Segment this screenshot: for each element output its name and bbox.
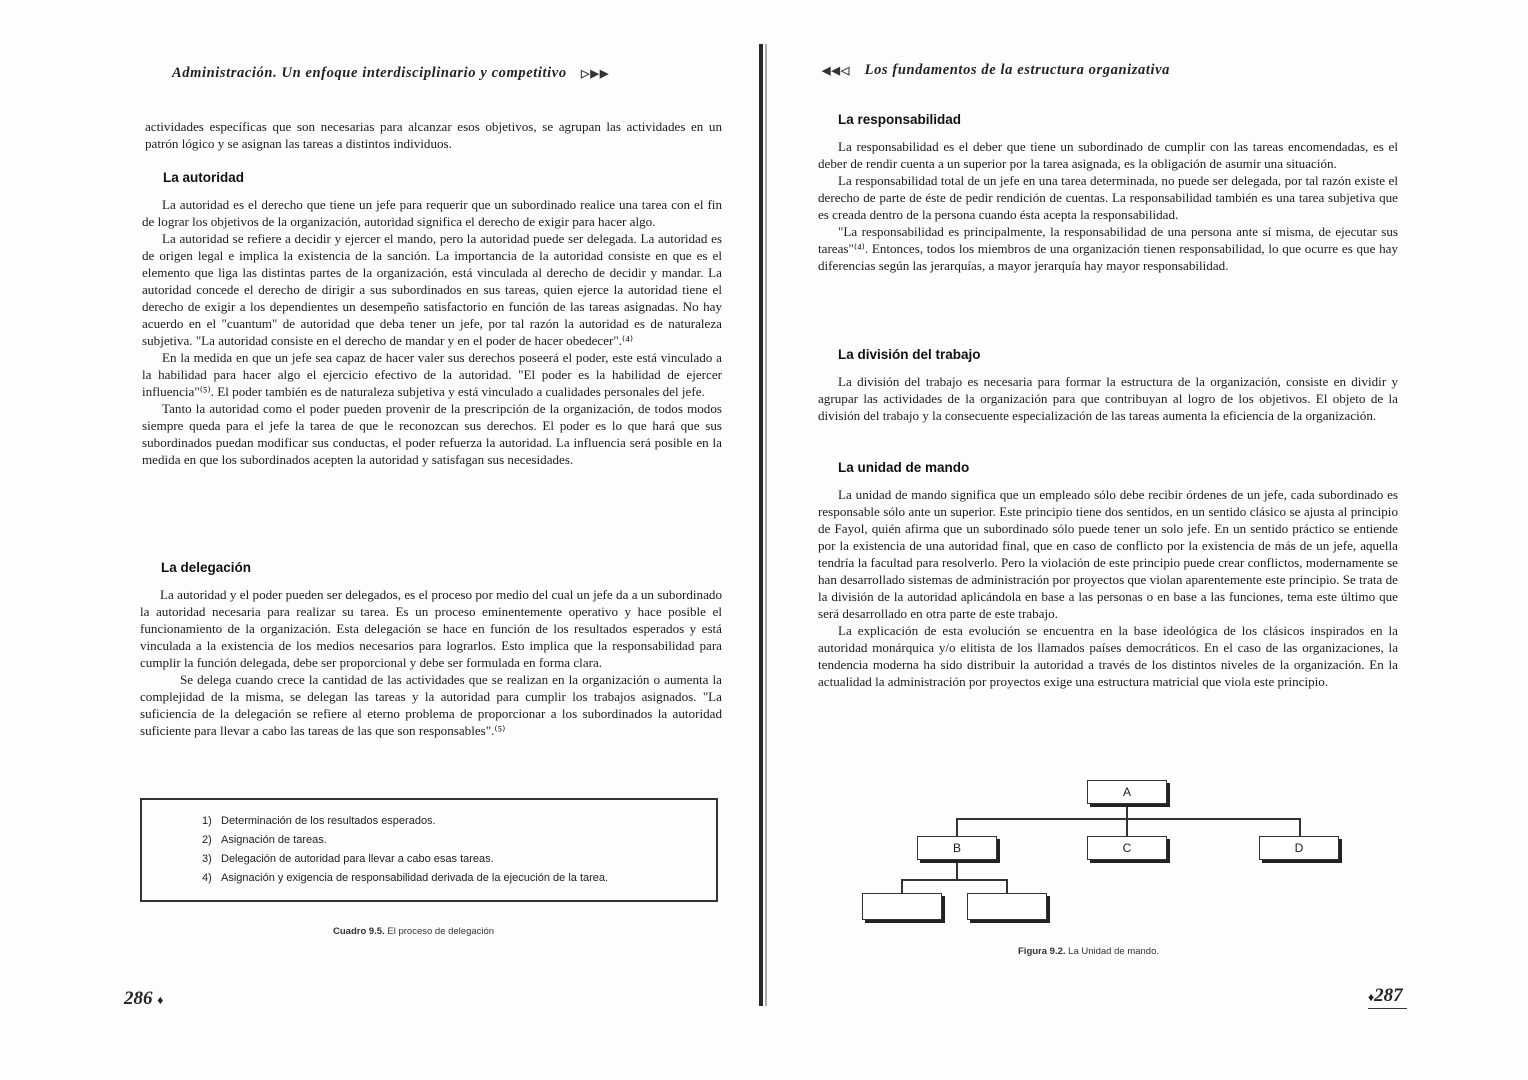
section-delegacion-body (140, 586, 722, 739)
item-text: Determinación de los resultados esperados. (221, 815, 436, 827)
paragraph: La división del trabajo es necesaria para formar la estructura de la organización, consiste en dividir y agrupar las actividades de la organización para que contribuyan al logro de los objetivos. El objeto de la división del trabajo y la consecuente especialización de las tareas aumenta la eficiencia de la organización. (818, 374, 1398, 423)
org-node-empty (862, 893, 942, 920)
section-autoridad-body (142, 196, 722, 468)
paragraph: La responsabilidad es el deber que tiene un subordinado de cumplir con las tareas encomendadas, es el deber de rendir cuenta a un superior por la tarea asignada, es la obligación de asumir una situación. (818, 139, 1398, 171)
connector-line (956, 818, 958, 836)
connector-line (901, 879, 1007, 881)
connector-line (1126, 804, 1128, 836)
list-item (202, 869, 716, 888)
paragraph: Tanto la autoridad como el poder pueden provenir de la prescripción de la organización, de todos modos siempre queda para el jefe la tarea de que le reconozcan sus derechos. El poder es lo que hará que sus subordinados puedan modificar sus conductas, el poder refuerza la autoridad. La influencia será posible en la medida en que los subordinados acepten la autoridad y satisfagan sus necesidades. (142, 401, 722, 467)
forward-arrows-icon: ▷▶▶ (580, 68, 610, 80)
connector-line (956, 818, 1300, 820)
running-head-text: Los fundamentos de la estructura organizativa (864, 62, 1170, 78)
paragraph: La autoridad y el poder pueden ser delegados, es el proceso por medio del cual un jefe da a un subordinado la autoridad necesaria para realizar su tarea. Es un proceso eminentemente operativo y hace posible el funcionamiento de la organización. Esta delegación se hace en función de los resultados esperados y está vinculada a la existencia de los medios necesarios para lograrlos. Esto implica que la responsabilidad para cumplir la función delegada, debe ser proporcional y debe ser formulada en forma clara. (140, 587, 722, 670)
running-head-right (822, 62, 1170, 79)
paragraph: La autoridad es el derecho que tiene un jefe para requerir que un subordinado realice una tarea con el fin de lograr los objetivos de la organización, autoridad significa el derecho de exigir para hacer algo. (142, 197, 722, 229)
connector-line (956, 860, 958, 880)
list-item (202, 812, 716, 831)
paragraph: Se delega cuando crece la cantidad de las actividades que se realizan en la organización o aumenta la complejidad de la misma, se delegan las tareas y la autoridad para cumplir los trabajos asignados. "La suficiencia de la delegación se refiere al eterno problema de proporcionar a los subordinados la autoridad suficiente para llevar a cabo las tareas de las que son responsables".⁽⁵⁾ (140, 672, 722, 738)
paragraph: En la medida en que un jefe sea capaz de hacer valer sus derechos poseerá el poder, este está vinculado a la habilidad para hacer algo el ejercicio efectivo de la autoridad. "El poder es la habilidad de ejercer influencia"⁽⁵⁾. El poder también es de naturaleza subjetiva y está vinculado a cualidades personales del jefe. (142, 350, 722, 399)
page-number-left: 286 ♦ (124, 988, 164, 1009)
page-number-right: ♦287 (1368, 985, 1407, 1009)
delegation-process-box (140, 798, 718, 902)
section-heading-autoridad: La autoridad (163, 170, 245, 185)
item-number: 1) (202, 815, 212, 827)
item-text: Asignación y exigencia de responsabilidad derivada de la ejecución de la tarea. (221, 872, 609, 884)
paragraph: La autoridad se refiere a decidir y ejercer el mando, pero la autoridad puede ser delegada. La autoridad es de origen legal e implica la existencia de la sanción. La importancia de la autoridad consiste en que es el elemento que liga las distintas partes de la organización, está vinculada al derecho de decidir y mandar. La autoridad concede el derecho de dirigir a sus subordinados en sus tareas, quien ejerce la autoridad tiene el derecho de exigir a los dependientes un desempeño satisfactorio en función de las tareas asignadas. No hay acuerdo en el "cuantum" de autoridad que deba tener un jefe, por tal razón la autoridad es de naturaleza subjetiva. "La autoridad consiste en el derecho de mandar y en el poder de hacer obedecer".⁽⁴⁾ (142, 231, 722, 348)
item-text: Asignación de tareas. (221, 834, 327, 846)
item-text: Delegación de autoridad para llevar a cabo esas tareas. (221, 853, 494, 865)
paragraph: La unidad de mando significa que un empleado sólo debe recibir órdenes de un jefe, cada subordinado es responsable sólo ante un superior. Este principio tiene dos sentidos, en un sentido clásico se ajusta al principio de Fayol, quién afirma que un subordinado sólo puede tener un solo jefe. En un sentido práctico se entiende por la existencia de una autoridad final, que en caso de conflicto por la existencia de más de un jefe, aquella tendría la facultad para resolverlo. Pero la violación de este principio puede crear conflictos, modernamente se han desarrollado sistemas de administración por proyectos que violan aparentemente este principio. Se trata de la división de la autoridad aplicándola en base a las personas o en base a las funciones, tema este último que será desarrollado en otra parte de este trabajo. (818, 487, 1398, 621)
box-caption (333, 926, 494, 937)
org-node-d: D (1259, 836, 1339, 860)
figure-caption (1018, 946, 1159, 957)
item-number: 4) (202, 872, 212, 884)
section-heading-division: La división del trabajo (838, 347, 981, 362)
section-division-body (818, 373, 1398, 424)
section-heading-unidad: La unidad de mando (838, 460, 970, 475)
list-item (202, 831, 716, 850)
caption-text: La Unidad de mando. (1068, 946, 1159, 957)
list-item (202, 850, 716, 869)
section-unidad-body (818, 486, 1398, 690)
connector-line (1299, 818, 1301, 836)
org-node-c: C (1087, 836, 1167, 860)
book-gutter-shadow (765, 44, 767, 1006)
page-number: 287 (1374, 985, 1403, 1006)
caption-label: Figura 9.2. (1018, 946, 1066, 957)
back-arrows-icon: ◀◀◁ (822, 65, 851, 77)
caption-label: Cuadro 9.5. (333, 926, 385, 937)
section-responsabilidad-body (818, 138, 1398, 274)
item-number: 3) (202, 853, 212, 865)
paragraph: La explicación de esta evolución se encuentra en la base ideológica de los clásicos inspirados en la autoridad monárquica y/o elitista de los llamados países democráticos. En el caso de las organizaciones, la tendencia moderna ha sido distribuir la autoridad a través de los distintos niveles de la organización. En la actualidad la administración por proyectos exige una estructura matricial que viola este principio. (818, 623, 1398, 689)
item-number: 2) (202, 834, 212, 846)
org-node-a: A (1087, 780, 1167, 804)
intro-paragraph (145, 118, 722, 152)
caption-text: El proceso de delegación (387, 926, 495, 937)
connector-line (901, 879, 903, 893)
org-node-b: B (917, 836, 997, 860)
book-gutter (759, 44, 763, 1006)
section-heading-delegacion: La delegación (161, 560, 252, 575)
running-head-text: Administración. Un enfoque interdisciplinario y competitivo (172, 65, 567, 81)
paragraph: "La responsabilidad es principalmente, la responsabilidad de una persona ante sí misma, de ejecutar sus tareas"⁽⁴⁾. Entonces, todos los miembros de una organización tienen responsabilidad, lo que ocurre es que hay diferencias según las jerarquías, a mayor jerarquía hay mayor responsabilidad. (818, 224, 1398, 273)
paragraph: actividades específicas que son necesarias para alcanzar esos objetivos, se agrupan las actividades en un patrón lógico y se asignan las tareas a distintos individuos. (145, 119, 722, 151)
paragraph: La responsabilidad total de un jefe en una tarea determinada, no puede ser delegada, por tal razón existe el derecho de parte de éste de pedir rendición de cuentas. La responsabilidad también es una tarea subjetiva que es creada dentro de la persona cuando ésta acepta la responsabilidad. (818, 173, 1398, 222)
section-heading-responsabilidad: La responsabilidad (838, 112, 962, 127)
running-head-left (172, 65, 609, 82)
page-number: 286 (124, 988, 153, 1009)
org-node-empty (967, 893, 1047, 920)
connector-line (1006, 879, 1008, 893)
